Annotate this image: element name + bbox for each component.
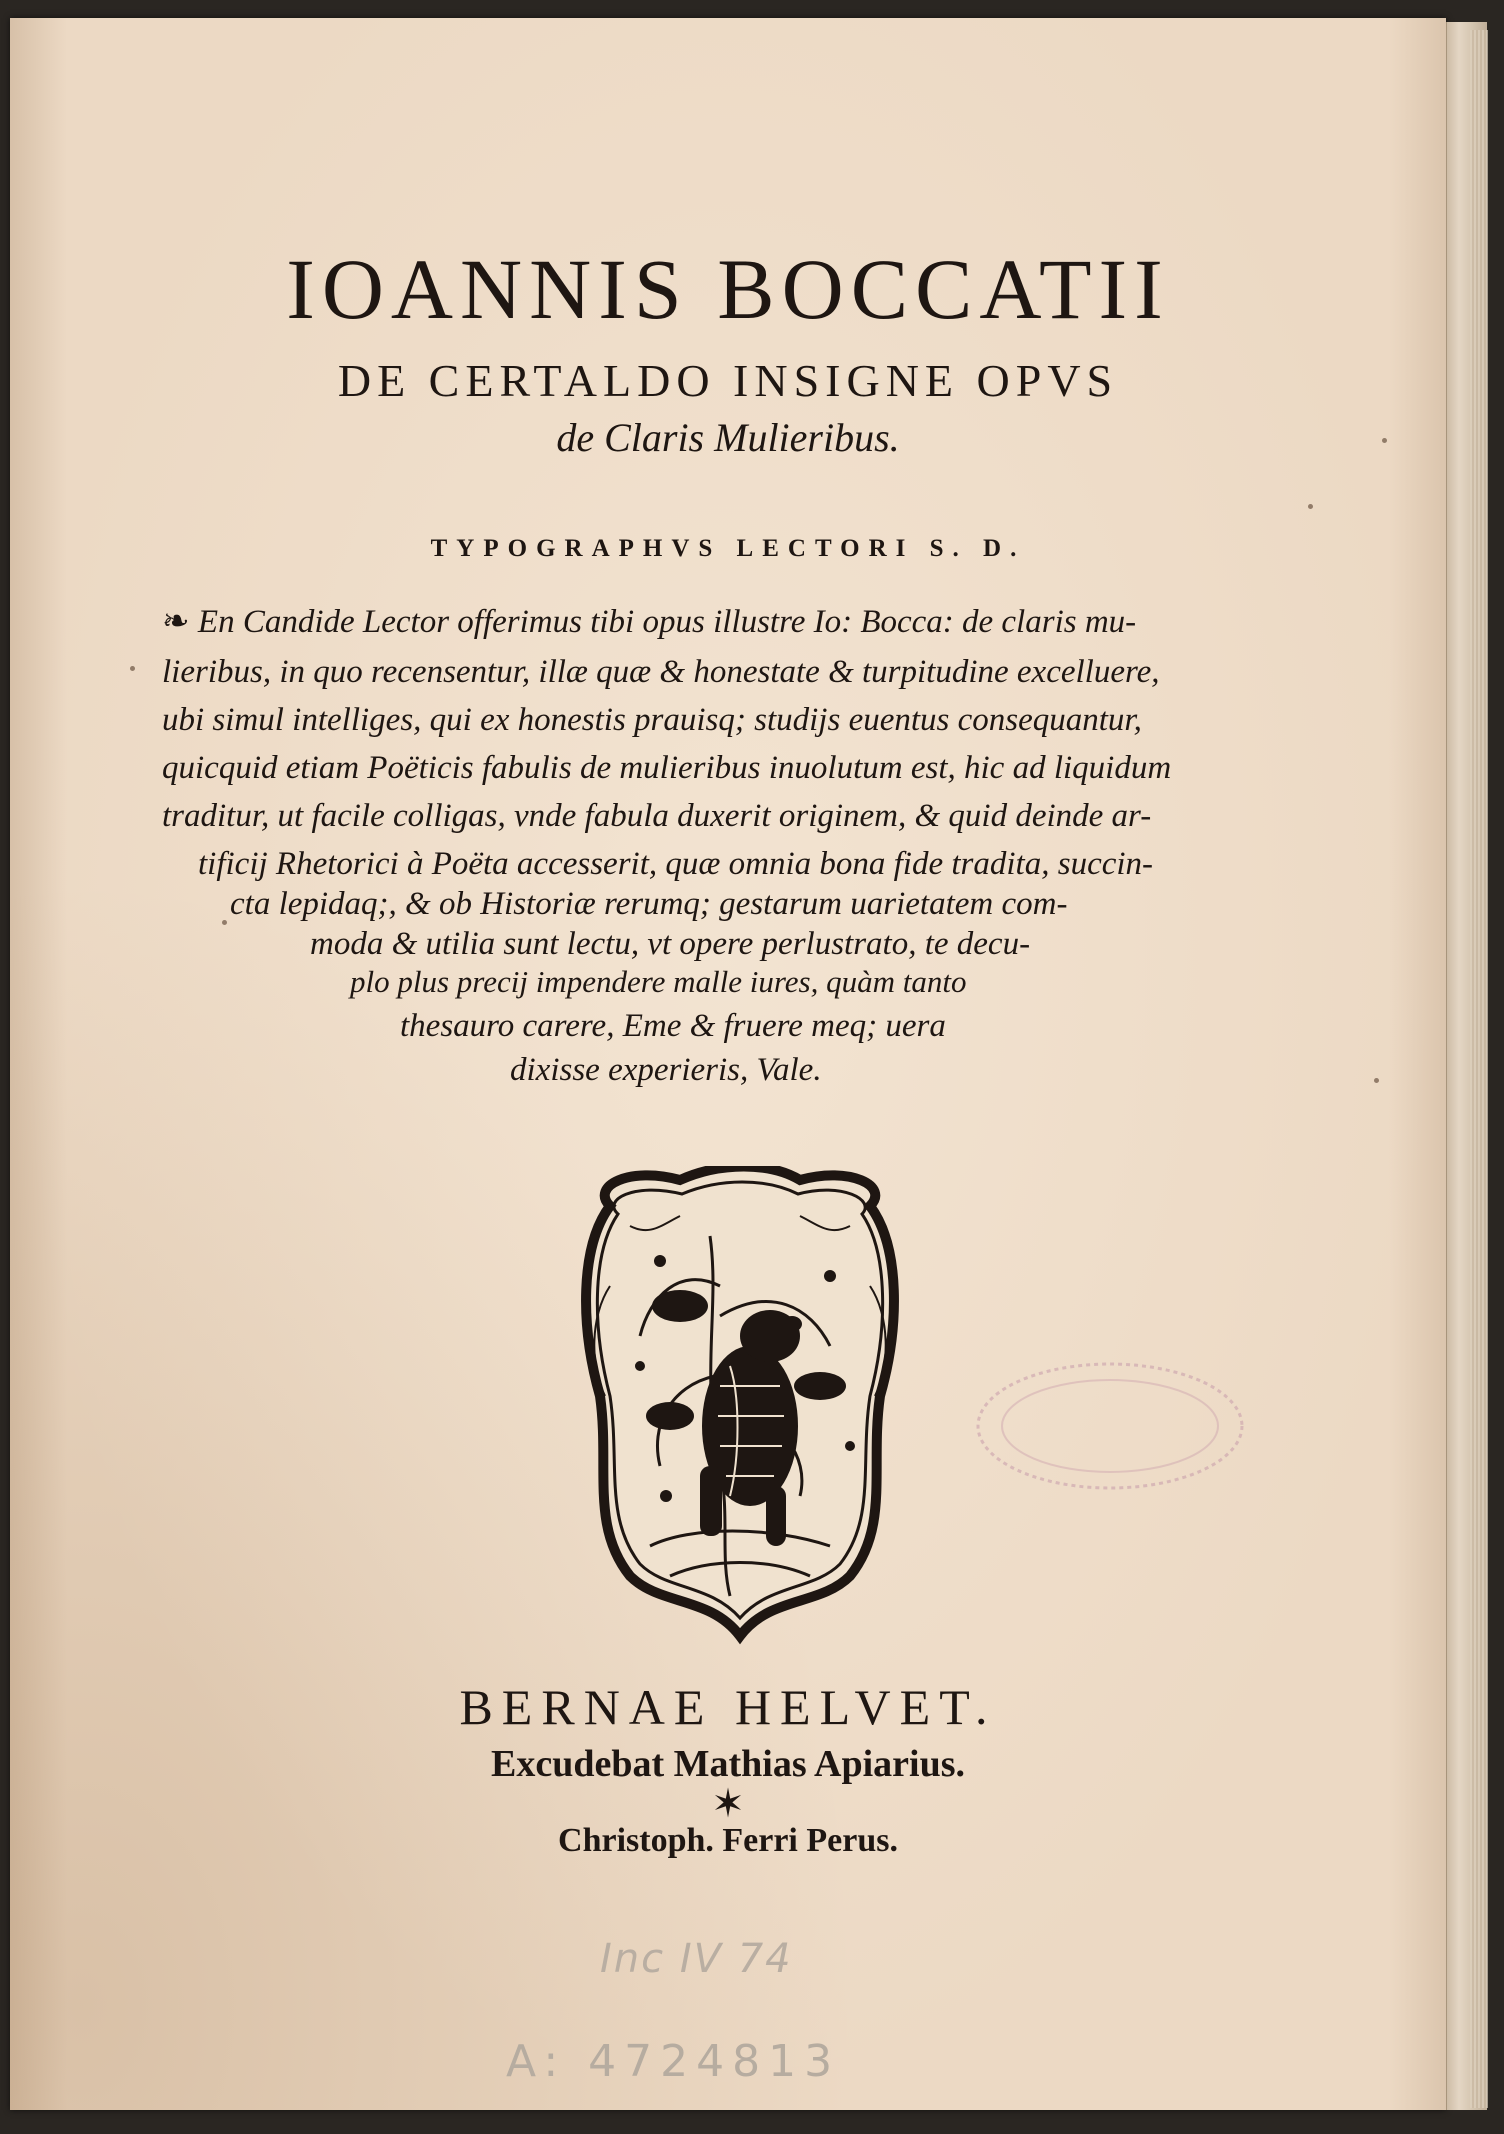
preface-line: thesauro carere, Eme & fruere meq; uera xyxy=(400,1008,946,1044)
preface-line: traditur, ut facile colligas, vnde fabula duxerit originem, & quid deinde ar- xyxy=(162,798,1152,834)
imprint-place: BERNAE HELVET. xyxy=(459,1679,997,1735)
library-stamp xyxy=(970,1356,1250,1496)
ink-speck xyxy=(130,666,135,671)
preface-heading: TYPOGRAPHVS LECTORI S. D. xyxy=(430,535,1026,562)
preface-line: cta lepidaq;, & ob Historiæ rerumq; gestarum uarietatem com- xyxy=(230,886,1068,922)
page-edge-stack xyxy=(1470,30,1488,2108)
title-main: IOANNIS BOCCATII xyxy=(286,241,1170,337)
star-icon: ✶ xyxy=(711,1781,745,1826)
ink-speck xyxy=(222,920,227,925)
preface-line: moda & utilia sunt lectu, vt opere perlustrato, te decu- xyxy=(310,926,1031,962)
title-subtitle: DE CERTALDO INSIGNE OPVS xyxy=(337,355,1119,406)
ink-speck xyxy=(1308,504,1313,509)
preface-line: plo plus precij impendere malle iures, quàm tanto xyxy=(350,964,967,999)
fleuron-icon: ❧ xyxy=(162,604,190,640)
handwritten-shelfmark: Inc IV 74 xyxy=(600,1936,793,1982)
preface-line: lieribus, in quo recensentur, illæ quæ & honestate & turpitudine excelluere, xyxy=(162,654,1160,690)
preface-line: quicquid etiam Poëticis fabulis de mulieribus inuolutum est, hic ad liquidum xyxy=(162,750,1172,786)
preface-line: ❧ En Candide Lector offerimus tibi opus illustre Io: Bocca: de claris mu- xyxy=(162,604,1137,640)
ink-speck xyxy=(1382,438,1387,443)
imprint-printer: Excudebat Mathias Apiarius. xyxy=(490,1743,966,1785)
preface-line: dixisse experieris, Vale. xyxy=(510,1052,822,1088)
provenance-inscription: Christoph. Ferri Perus. xyxy=(558,1822,898,1859)
title-page xyxy=(10,18,1446,2110)
pencil-call-number: A: 4724813 xyxy=(506,2036,841,2087)
preface-line: tificij Rhetorici à Poëta accesserit, quæ omnia bona fide tradita, succin- xyxy=(198,846,1154,882)
preface-line: ubi simul intelliges, qui ex honestis prauisq; studijs euentus consequantur, xyxy=(162,702,1142,738)
ink-speck xyxy=(1374,1078,1379,1083)
printers-device-woodcut xyxy=(570,1166,910,1656)
title-work: de Claris Mulieribus. xyxy=(556,415,900,460)
